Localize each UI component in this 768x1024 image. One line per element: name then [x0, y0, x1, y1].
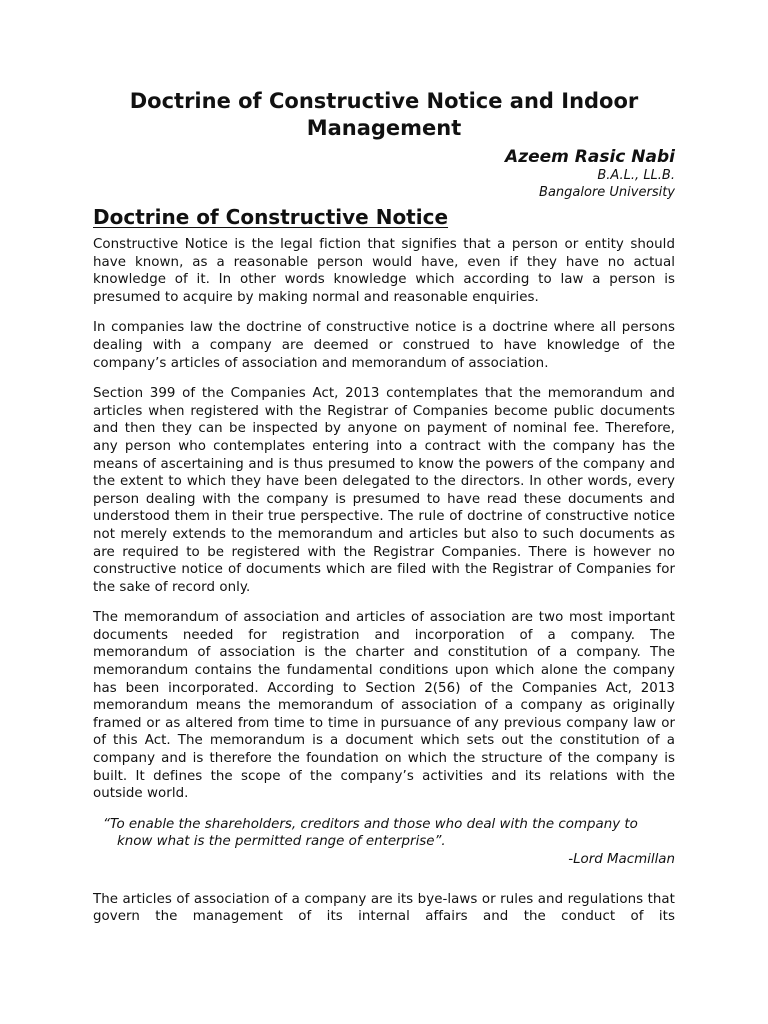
paragraph: In companies law the doctrine of constructive notice is a doctrine where all persons dealing with a company are deemed or construed to have knowledge of the company’s articles of association and memorandum of association. [93, 320, 675, 371]
block-quote [93, 816, 675, 851]
paragraph: The articles of association of a company are its bye-laws or rules and regulations that govern the management of its internal affairs and the conduct of its [93, 891, 675, 925]
document-page [93, 88, 675, 939]
byline [93, 146, 675, 201]
quote-line: “To enable the shareholders, creditors and those who deal with the company to [103, 816, 638, 832]
paragraph: Constructive Notice is the legal fiction that signifies that a person or entity should have known, as a reasonable person would have, even if they have no actual knowledge of it. In other words knowledge which according to law a person is presumed to acquire by making normal and reasonable enquiries. [93, 237, 675, 305]
document-title: Doctrine of Constructive Notice and Indoor Management [129, 89, 639, 140]
quote-line: know what is the permitted range of enterprise”. [117, 834, 446, 850]
paragraph: The memorandum of association and articles of association are two most important documents needed for registration and incorporation of a company. The memorandum of association is the charter and constitution of a company. The memorandum contains the fundamental conditions upon which alone the company has been incorporated. According to Section 2(56) of the Companies Act, 2013 memorandum means the memorandum of association of a company as originally framed or as altered from time to time in pursuance of any previous company law or of this Act. The memorandum is a document which sets out the constitution of a company and is therefore the foundation on which the structure of the company is built. It defines the scope of the company’s activities and its relations with the outside world. [93, 610, 675, 802]
author-degree: B.A.L., LL.B. [597, 168, 675, 183]
quote-attribution: -Lord Macmillan [568, 852, 675, 867]
section-heading: Doctrine of Constructive Notice [93, 205, 449, 229]
paragraph: Section 399 of the Companies Act, 2013 contemplates that the memorandum and articles when registered with the Registrar of Companies become public documents and then they can be inspected by anyone on payment of nominal fee. Therefore, any person who contemplates entering into a contract with the company has the means of ascertaining and is thus presumed to know the powers of the company and the extent to which they have been delegated to the directors. In other words, every person dealing with the company is presumed to have read these documents and understood them in their true perspective. The rule of doctrine of constructive notice not merely extends to the memorandum and articles but also to such documents as are required to be registered with the Registrar Companies. There is however no constructive notice of documents which are filed with the Registrar of Companies for the sake of record only. [93, 386, 675, 595]
author-name: Azeem Rasic Nabi [505, 147, 675, 167]
author-university: Bangalore University [539, 185, 675, 200]
